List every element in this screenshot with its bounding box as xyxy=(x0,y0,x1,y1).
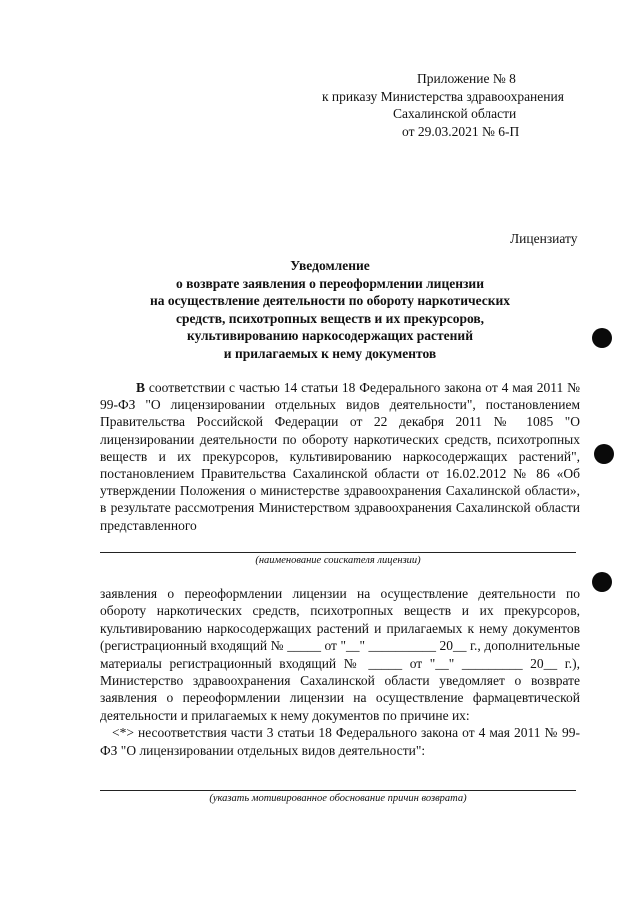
title-line: на осуществление деятельности по обороту наркотических xyxy=(149,293,511,309)
punch-hole-mark xyxy=(592,328,612,348)
paragraph-start: В xyxy=(136,380,146,395)
applicant-name-line xyxy=(100,552,576,553)
order-reference: к приказу Министерства здравоохранения xyxy=(322,88,564,104)
reason-caption: (указать мотивированное обоснование причин возврата) xyxy=(209,793,467,804)
reason-line xyxy=(100,790,576,791)
title-line: и прилагаемых к нему документов xyxy=(223,345,437,361)
title-line: культивированию наркосодержащих растений xyxy=(186,328,473,344)
title-line: средств, психотропных веществ и их прекурсоров, xyxy=(175,310,485,326)
applicant-name-caption: (наименование соискателя лицензии) xyxy=(255,555,421,566)
punch-hole-mark xyxy=(592,572,612,592)
paragraph-text: соответствии с частью 14 статьи 18 Федерального закона от 4 мая 2011 № 99-ФЗ "О лицензировании отдельных видов деятельности", постановлением Правительства Российской Федерации от 22 декабря 2011 № 1085 "О лицензировании деятельности по обороту наркотических средств, психотропных веществ и их прекурсоров, культивированию наркосодержащих растений", постановлением Правительства Сахалинской области от 16.02.2012 № 86 «Об утверждении Положения о министерстве здравоохранения Сахалинской области», в результате рассмотрения Министерством здравоохранения Сахалинской области представленного xyxy=(100,380,580,533)
recipient-label: Лицензиату xyxy=(510,231,578,246)
document-title xyxy=(100,257,560,363)
paragraph-text: заявления о переоформлении лицензии на осуществление деятельности по обороту наркотических средств, психотропных веществ и их прекурсоров, культивированию наркосодержащих растений и прилагаемых к нему документов (регистрационный входящий № _____ от "__" __________ 20__ г., дополнительные материалы регистрационный входящий № _____ от "__" _________ 20__ г.), Министерство здравоохранения Сахалинской области уведомляет о возврате заявления о переоформлении лицензии на осуществление фармацевтической деятельности и прилагаемых к нему документов по причине их: xyxy=(100,586,580,723)
title-line: Уведомление xyxy=(290,258,370,273)
paragraph-text: <*> несоответствия части 3 статьи 18 Федерального закона от 4 мая 2011 № 99-ФЗ "О лицензировании отдельных видов деятельности": xyxy=(100,725,580,758)
appendix-header xyxy=(300,70,600,140)
order-date-number: от 29.03.2021 № 6-П xyxy=(402,123,520,139)
body-paragraph-1 xyxy=(100,379,580,534)
body-paragraph-2 xyxy=(100,585,580,759)
punch-hole-mark xyxy=(594,444,614,464)
appendix-number: Приложение № 8 xyxy=(417,71,516,86)
region-name: Сахалинской области xyxy=(393,106,517,121)
title-line: о возврате заявления о переоформлении лицензии xyxy=(176,275,484,291)
